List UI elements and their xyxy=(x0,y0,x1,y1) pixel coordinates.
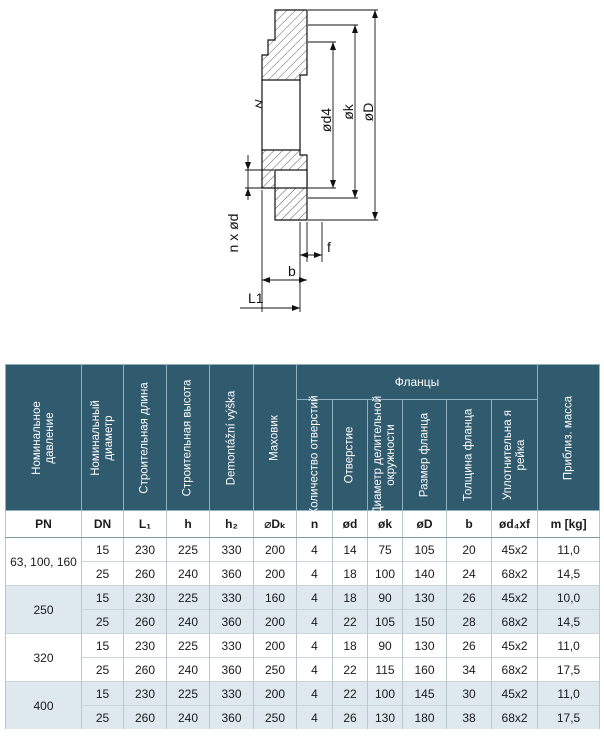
dim-label-b: b xyxy=(288,263,296,279)
flange-data-table xyxy=(5,364,599,729)
table-cell: 240 xyxy=(167,658,210,682)
table-cell: 260 xyxy=(124,610,167,634)
table-cell: 68x2 xyxy=(492,610,538,634)
sym-h: h xyxy=(167,511,210,538)
table-cell: 14 xyxy=(333,538,368,562)
sym-b: b xyxy=(447,511,492,538)
table-cell: 200 xyxy=(254,538,297,562)
flange-section xyxy=(262,10,307,220)
table-cell: 100 xyxy=(368,682,403,706)
table-cell: 15 xyxy=(82,586,124,610)
dim-label-k: øk xyxy=(340,104,356,120)
table-row xyxy=(6,610,600,634)
table-cell: 160 xyxy=(254,586,297,610)
table-row xyxy=(6,634,600,658)
table-cell: 25 xyxy=(82,610,124,634)
table-cell: 130 xyxy=(368,706,403,730)
header-h: Строительная высота xyxy=(167,365,210,511)
sym-h2: h₂ xyxy=(210,511,254,538)
table-cell: 200 xyxy=(254,610,297,634)
header-dn: Номинальный диаметр xyxy=(82,365,124,511)
table-cell: 240 xyxy=(167,706,210,730)
table-cell: 240 xyxy=(167,610,210,634)
table-cell: 4 xyxy=(297,538,333,562)
pn-cell: 400 xyxy=(6,682,82,730)
table-row xyxy=(6,538,600,562)
header-l1: Строительная длина xyxy=(124,365,167,511)
table-cell: 200 xyxy=(254,634,297,658)
table-cell: 30 xyxy=(447,682,492,706)
table-cell: 330 xyxy=(210,682,254,706)
table-cell: 230 xyxy=(124,682,167,706)
table-cell: 10,0 xyxy=(538,586,600,610)
table-cell: 160 xyxy=(403,658,447,682)
table-cell: 15 xyxy=(82,538,124,562)
header-flanges-group: Фланцы xyxy=(297,365,538,400)
header-h2: Demontážní výška xyxy=(210,365,254,511)
table-cell: 25 xyxy=(82,706,124,730)
table-cell: 90 xyxy=(368,634,403,658)
table-cell: 20 xyxy=(447,538,492,562)
table-cell: 38 xyxy=(447,706,492,730)
table-cell: 100 xyxy=(368,562,403,586)
table-cell: 225 xyxy=(167,586,210,610)
table-cell: 260 xyxy=(124,562,167,586)
header-dk: Маховик xyxy=(254,365,297,511)
pn-cell: 250 xyxy=(6,586,82,634)
table-cell: 4 xyxy=(297,562,333,586)
table-cell: 11,0 xyxy=(538,682,600,706)
table-cell: 250 xyxy=(254,658,297,682)
table-cell: 145 xyxy=(403,682,447,706)
table-cell: 4 xyxy=(297,634,333,658)
header-D: Размер фланца xyxy=(403,400,447,511)
table-cell: 17,5 xyxy=(538,658,600,682)
sym-k: øk xyxy=(368,511,403,538)
table-cell: 26 xyxy=(447,586,492,610)
sym-l1: L₁ xyxy=(124,511,167,538)
table-cell: 18 xyxy=(333,562,368,586)
table-cell: 200 xyxy=(254,562,297,586)
dim-label-f: f xyxy=(327,239,331,255)
table-cell: 230 xyxy=(124,538,167,562)
table-cell: 330 xyxy=(210,538,254,562)
table-cell: 230 xyxy=(124,634,167,658)
table-cell: 360 xyxy=(210,610,254,634)
sym-dn: DN xyxy=(82,511,124,538)
table-cell: 90 xyxy=(368,586,403,610)
table-cell: 180 xyxy=(403,706,447,730)
header-k: Диаметр делительной окружности xyxy=(368,400,403,511)
table-cell: 260 xyxy=(124,706,167,730)
dim-label-d4: ød4 xyxy=(318,107,334,133)
table-cell: 115 xyxy=(368,658,403,682)
table-cell: 18 xyxy=(333,586,368,610)
table-cell: 45x2 xyxy=(492,586,538,610)
table-cell: 18 xyxy=(333,634,368,658)
sym-n: n xyxy=(297,511,333,538)
table-cell: 45x2 xyxy=(492,634,538,658)
table-cell: 360 xyxy=(210,706,254,730)
pn-cell: 320 xyxy=(6,634,82,682)
table-cell: 4 xyxy=(297,610,333,634)
table-cell: 26 xyxy=(333,706,368,730)
header-b: Толщина фланца xyxy=(447,400,492,511)
table-cell: 75 xyxy=(368,538,403,562)
table-cell: 25 xyxy=(82,658,124,682)
table-cell: 140 xyxy=(403,562,447,586)
sym-m: m [kg] xyxy=(538,511,600,538)
break-mark xyxy=(255,100,262,108)
table-cell: 26 xyxy=(447,634,492,658)
table-cell: 240 xyxy=(167,562,210,586)
header-d4xf: Уплотнительна я рейка xyxy=(492,400,538,511)
table-cell: 200 xyxy=(254,682,297,706)
dim-label-nxd: n x ød xyxy=(225,213,241,253)
table-cell: 24 xyxy=(447,562,492,586)
dim-label-L1: L1 xyxy=(248,290,264,306)
table-cell: 4 xyxy=(297,658,333,682)
flange-drawing xyxy=(0,0,604,360)
table-row xyxy=(6,682,600,706)
header-mass: Приблиз. масса xyxy=(538,365,600,511)
table-cell: 230 xyxy=(124,586,167,610)
table-cell: 360 xyxy=(210,562,254,586)
header-pn: Номинальное давление xyxy=(6,365,82,511)
table-cell: 105 xyxy=(368,610,403,634)
table-cell: 225 xyxy=(167,634,210,658)
table-cell: 130 xyxy=(403,634,447,658)
table-cell: 68x2 xyxy=(492,706,538,730)
table-cell: 22 xyxy=(333,682,368,706)
table-cell: 14,5 xyxy=(538,562,600,586)
table-cell: 17,5 xyxy=(538,706,600,730)
table-cell: 28 xyxy=(447,610,492,634)
table-cell: 45x2 xyxy=(492,538,538,562)
table-cell: 22 xyxy=(333,658,368,682)
table-cell: 14,5 xyxy=(538,610,600,634)
table-row xyxy=(6,658,600,682)
table-cell: 34 xyxy=(447,658,492,682)
sym-dk: ⌀Dₖ xyxy=(254,511,297,538)
table-cell: 260 xyxy=(124,658,167,682)
table-cell: 68x2 xyxy=(492,658,538,682)
table-cell: 250 xyxy=(254,706,297,730)
sym-d4xf: ød₄xf xyxy=(492,511,538,538)
table-cell: 330 xyxy=(210,634,254,658)
table-cell: 330 xyxy=(210,586,254,610)
table-row xyxy=(6,706,600,730)
table-cell: 45x2 xyxy=(492,682,538,706)
table-row xyxy=(6,562,600,586)
sym-D: øD xyxy=(403,511,447,538)
table-cell: 105 xyxy=(403,538,447,562)
header-n: Количество отверстий xyxy=(297,400,333,511)
table-cell: 360 xyxy=(210,658,254,682)
table-cell: 4 xyxy=(297,586,333,610)
header-d: Отверстие xyxy=(333,400,368,511)
table-cell: 225 xyxy=(167,538,210,562)
table-cell: 4 xyxy=(297,706,333,730)
table-cell: 11,0 xyxy=(538,634,600,658)
sym-d: ød xyxy=(333,511,368,538)
table-row xyxy=(6,586,600,610)
table-cell: 25 xyxy=(82,562,124,586)
table-cell: 130 xyxy=(403,586,447,610)
table-cell: 68x2 xyxy=(492,562,538,586)
table-cell: 225 xyxy=(167,682,210,706)
table-cell: 22 xyxy=(333,610,368,634)
sym-pn: PN xyxy=(6,511,82,538)
pn-cell: 63, 100, 160 xyxy=(6,538,82,586)
table-cell: 4 xyxy=(297,682,333,706)
dim-label-D: øD xyxy=(360,102,376,122)
table-cell: 15 xyxy=(82,682,124,706)
table-cell: 150 xyxy=(403,610,447,634)
table-cell: 11,0 xyxy=(538,538,600,562)
table-cell: 15 xyxy=(82,634,124,658)
